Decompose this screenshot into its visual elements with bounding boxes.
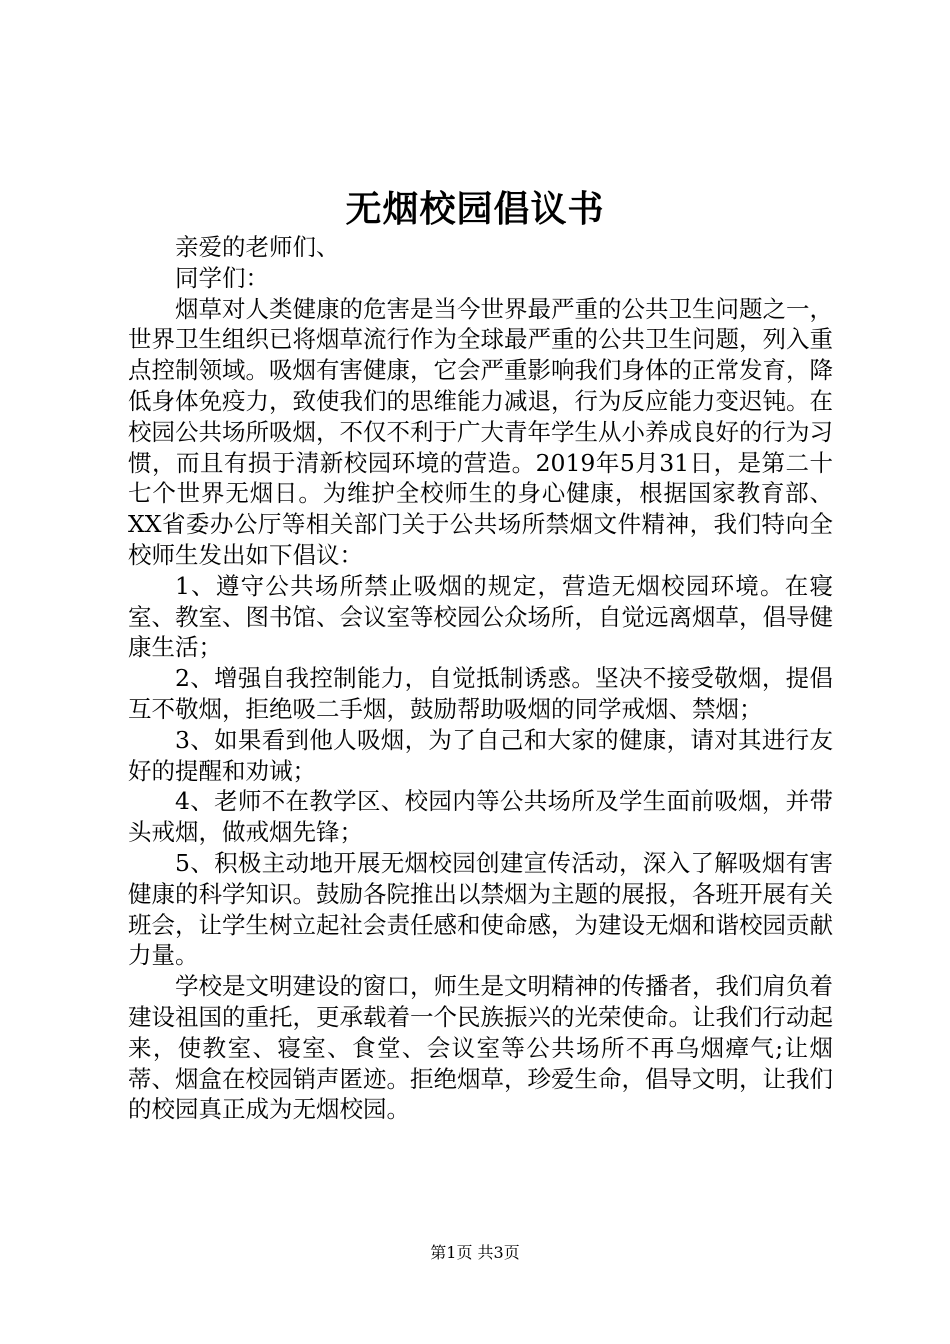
proposal-item-3: 3、如果看到他人吸烟，为了自己和大家的健康，请对其进行友好的提醒和劝诫；	[128, 725, 833, 785]
page-number-footer: 第1页 共3页	[430, 1243, 520, 1262]
document-title: 无烟校园倡议书	[345, 188, 605, 230]
salutation-line-1: 亲爱的老师们、	[175, 233, 340, 261]
proposal-item-2: 2、增强自我控制能力，自觉抵制诱惑。坚决不接受敬烟，提倡互不敬烟，拒绝吸二手烟，鼓励帮助吸烟的同学戒烟、禁烟；	[128, 664, 833, 723]
intro-paragraph: 烟草对人类健康的危害是当今世界最严重的公共卫生问题之一，世界卫生组织已将烟草流行作为全球最严重的公共卫生问题，列入重点控制领域。吸烟有害健康，它会严重影响我们身体的正常发育，降低身体免疫力，致使我们的思维能力减退，行为反应能力变迟钝。在校园公共场所吸烟，不仅不利于广大青年学生从小养成良好的行为习惯，而且有损于清新校园环境的营造。2019年5月31日，是第二十七个世界无烟日。为维护全校师生的身心健康，根据国家教育部、XX省委办公厅等相关部门关于公共场所禁烟文件精神，我们特向全校师生发出如下倡议：	[128, 294, 833, 569]
closing-paragraph: 学校是文明建设的窗口，师生是文明精神的传播者，我们肩负着建设祖国的重托，更承载着一个民族振兴的光荣使命。让我们行动起来，使教室、寝室、食堂、会议室等公共场所不再乌烟瘴气;让烟蒂、烟盒在校园销声匿迹。拒绝烟草，珍爱生命，倡导文明，让我们的校园真正成为无烟校园。	[128, 972, 833, 1124]
proposal-item-4: 4、老师不在教学区、校园内等公共场所及学生面前吸烟，并带头戒烟，做戒烟先锋；	[128, 787, 833, 847]
salutation-line-2: 同学们：	[175, 263, 269, 292]
proposal-item-5: 5、积极主动地开展无烟校园创建宣传活动，深入了解吸烟有害健康的科学知识。鼓励各院推出以禁烟为主题的展报，各班开展有关班会，让学生树立起社会责任感和使命感，为建设无烟和谐校园贡献力量。	[128, 848, 833, 970]
document-body	[128, 232, 833, 1125]
proposal-item-1: 1、遵守公共场所禁止吸烟的规定，营造无烟校园环境。在寝室、教室、图书馆、会议室等校园公众场所，自觉远离烟草，倡导健康生活；	[128, 571, 833, 662]
